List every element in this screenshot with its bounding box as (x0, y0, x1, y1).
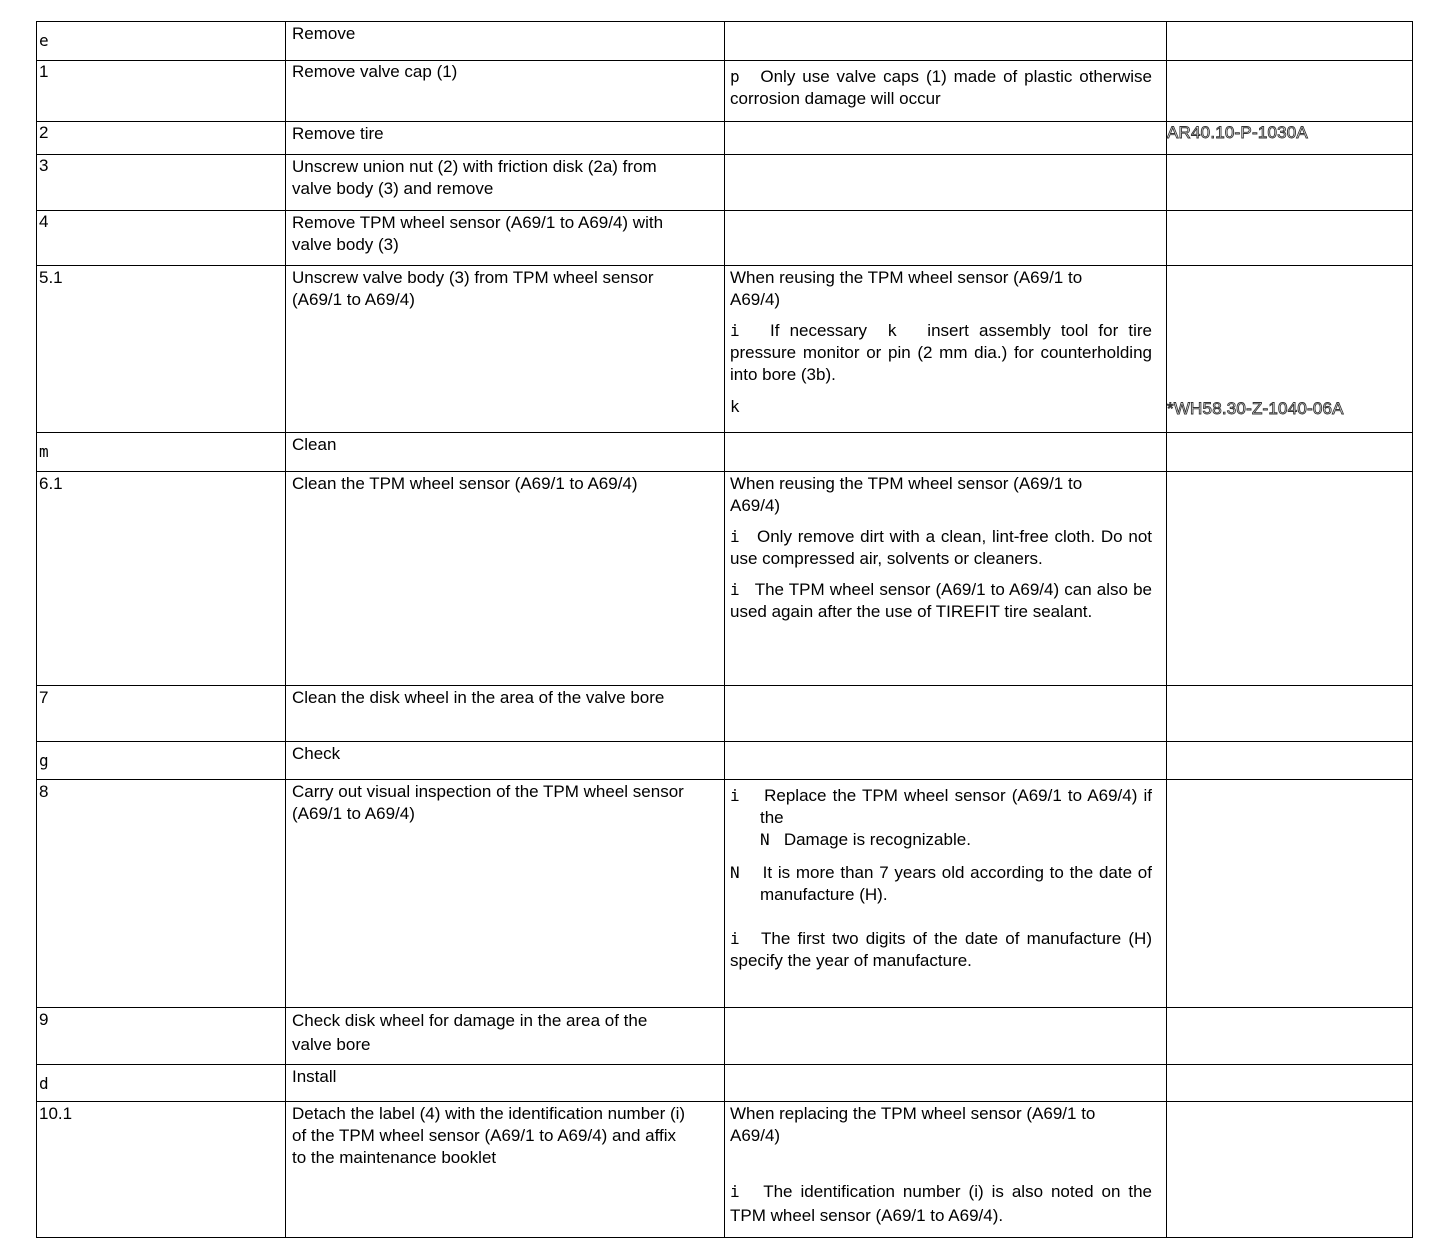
step-number: 7 (39, 688, 49, 707)
section-title: Install (292, 1067, 337, 1086)
info-symbol: i (730, 929, 740, 948)
info-symbol: i (730, 527, 740, 546)
section-symbol: m (39, 442, 49, 461)
reference-cell (1167, 122, 1413, 155)
table-row (37, 122, 1413, 155)
note (730, 61, 1166, 115)
bullet-symbol: N (730, 863, 740, 882)
action-cell (286, 122, 725, 155)
step-number-cell (37, 433, 286, 472)
table-row (37, 22, 1413, 61)
notes-cell (725, 433, 1167, 472)
reference-cell (1167, 61, 1413, 122)
step-action: Unscrew valve body (3) from TPM wheel sensor (A69/1 to A69/4) (292, 268, 654, 309)
step-number-cell (37, 155, 286, 211)
step-number: 4 (39, 212, 49, 231)
note (730, 829, 1166, 851)
reference-cell (1167, 266, 1413, 433)
action-cell (286, 211, 725, 266)
section-title: Remove (292, 24, 356, 43)
action-cell (286, 155, 725, 211)
note (730, 579, 1166, 623)
note-text: Damage is recognizable. (783, 830, 971, 849)
step-action: Detach the label (4) with the identification number (i) of the TPM wheel sensor (A69/1 to A69/4) and affix to the maintenance booklet (292, 1104, 686, 1167)
action-cell (286, 61, 725, 122)
reference-link[interactable]: AR40.10-P-1030A (1167, 123, 1308, 142)
step-number-cell (37, 61, 286, 122)
note-text: The first two digits of the date of manufacture (H) specify the year of manufacture. (730, 929, 1152, 970)
action-cell (286, 686, 725, 742)
table-row (37, 155, 1413, 211)
info-symbol: i (730, 786, 740, 805)
note-text: Only use valve caps (1) made of plastic otherwise corrosion damage will occur (730, 67, 1153, 108)
table-row (37, 742, 1413, 780)
action-cell (286, 742, 725, 780)
reference-cell (1167, 211, 1413, 266)
notes-cell (725, 1102, 1167, 1238)
notes-cell (725, 22, 1167, 61)
section-symbol: e (39, 31, 49, 50)
step-action: Unscrew union nut (2) with friction disk (2a) from valve body (3) and remove (292, 157, 657, 198)
bullet-symbol: N (760, 830, 770, 849)
tool-symbol: k (887, 321, 897, 340)
table-row (37, 1008, 1413, 1065)
table-row (37, 780, 1413, 1008)
note-condition: When reusing the TPM wheel sensor (A69/1 to A69/4) (730, 474, 1083, 515)
info-symbol: i (730, 580, 740, 599)
note (730, 1180, 1166, 1228)
reference-cell (1167, 686, 1413, 742)
note (730, 928, 1166, 972)
step-number-cell (37, 1065, 286, 1102)
note-text: The TPM wheel sensor (A69/1 to A69/4) can also be used again after the use of TIREFIT tire sealant. (730, 580, 1152, 621)
section-symbol: d (39, 1074, 49, 1093)
notes-cell (725, 155, 1167, 211)
reference-cell (1167, 22, 1413, 61)
table-row (37, 1102, 1413, 1238)
caution-symbol: p (730, 67, 740, 86)
table-row (37, 472, 1413, 686)
table-row (37, 211, 1413, 266)
reference-cell (1167, 742, 1413, 780)
step-number-cell (37, 211, 286, 266)
note (730, 780, 1166, 829)
step-number: 1 (39, 62, 49, 81)
action-cell (286, 1102, 725, 1238)
info-symbol: i (730, 1182, 740, 1201)
step-number-cell (37, 266, 286, 433)
notes-cell (725, 686, 1167, 742)
step-number-cell (37, 742, 286, 780)
notes-cell (725, 1065, 1167, 1102)
reference-cell (1167, 780, 1413, 1008)
table-row (37, 433, 1413, 472)
notes-cell (725, 211, 1167, 266)
note-text-prefix: If necessary (770, 321, 868, 340)
step-number-cell (37, 472, 286, 686)
step-action: Carry out visual inspection of the TPM wheel sensor (A69/1 to A69/4) (292, 782, 684, 823)
note (730, 526, 1166, 570)
table-row (37, 266, 1413, 433)
step-action: Clean the TPM wheel sensor (A69/1 to A69/4) (292, 474, 638, 493)
note (730, 396, 1166, 418)
reference-cell (1167, 1102, 1413, 1238)
step-number: 9 (39, 1010, 49, 1029)
step-action: Remove TPM wheel sensor (A69/1 to A69/4) with valve body (3) (292, 213, 664, 254)
step-number: 5.1 (39, 268, 63, 287)
note-condition: When reusing the TPM wheel sensor (A69/1 to A69/4) (730, 268, 1083, 309)
notes-cell (725, 122, 1167, 155)
reference-cell (1167, 155, 1413, 211)
note-text: Replace the TPM wheel sensor (A69/1 to A69/4) if the (760, 786, 1152, 827)
action-cell (286, 780, 725, 1008)
reference-cell (1167, 1008, 1413, 1065)
action-cell (286, 1008, 725, 1065)
note-text: It is more than 7 years old according to the date of manufacture (H). (760, 863, 1152, 904)
step-number: 3 (39, 156, 49, 175)
note (730, 320, 1166, 386)
note-condition: When replacing the TPM wheel sensor (A69/1 to A69/4) (730, 1104, 1096, 1145)
notes-cell (725, 61, 1167, 122)
table-row (37, 1065, 1413, 1102)
step-number-cell (37, 122, 286, 155)
step-number-cell (37, 686, 286, 742)
action-cell (286, 472, 725, 686)
section-title: Check (292, 744, 341, 763)
table-row (37, 686, 1413, 742)
action-cell (286, 266, 725, 433)
table-row (37, 61, 1413, 122)
action-cell (286, 1065, 725, 1102)
section-symbol: g (39, 751, 49, 770)
step-number-cell (37, 780, 286, 1008)
step-action: Clean the disk wheel in the area of the valve bore (292, 688, 665, 707)
step-number: 10.1 (39, 1104, 73, 1123)
reference-cell (1167, 472, 1413, 686)
notes-cell (725, 266, 1167, 433)
note (730, 862, 1166, 906)
step-number-cell (37, 22, 286, 61)
step-number-cell (37, 1102, 286, 1238)
note-text: The identification number (i) is also noted on the TPM wheel sensor (A69/1 to A69/4). (730, 1182, 1152, 1225)
section-title: Clean (292, 435, 337, 454)
step-action: Remove tire (292, 124, 384, 143)
step-action: Check disk wheel for damage in the area of the valve bore (292, 1011, 648, 1054)
notes-cell (725, 780, 1167, 1008)
info-symbol: i (730, 321, 740, 340)
action-cell (286, 433, 725, 472)
step-action: Remove valve cap (1) (292, 62, 458, 81)
step-number: 8 (39, 782, 49, 801)
tool-symbol: k (730, 397, 740, 416)
step-number: 2 (39, 123, 49, 142)
reference-link[interactable]: *WH58.30-Z-1040-06A (1167, 399, 1344, 418)
reference-cell (1167, 433, 1413, 472)
notes-cell (725, 472, 1167, 686)
notes-cell (725, 1008, 1167, 1065)
step-number: 6.1 (39, 474, 63, 493)
note-text: Only remove dirt with a clean, lint-free cloth. Do not use compressed air, solvents or cleaners. (730, 527, 1152, 568)
procedure-table (36, 21, 1413, 1238)
action-cell (286, 22, 725, 61)
notes-cell (725, 742, 1167, 780)
note-text: insert assembly tool for tire pressure monitor or pin (2 mm dia.) for counterholding into bore (3b). (730, 321, 1153, 384)
reference-cell (1167, 1065, 1413, 1102)
step-number-cell (37, 1008, 286, 1065)
